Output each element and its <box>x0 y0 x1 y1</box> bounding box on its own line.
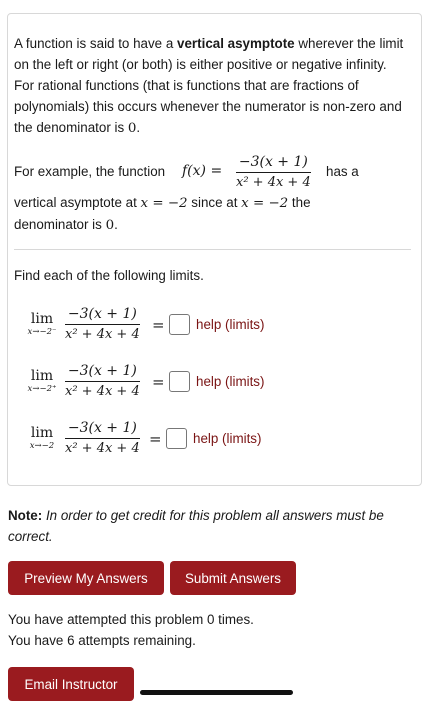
lim-label: lim <box>30 368 54 384</box>
answer-input-right[interactable] <box>169 371 190 392</box>
example-continuation <box>14 192 409 236</box>
example-line <box>14 152 409 194</box>
attempts-count: You have attempted this problem 0 times. <box>8 612 254 627</box>
lim-subscript: x→−2 <box>29 441 55 451</box>
limit-row-right <box>22 361 402 407</box>
limit-denominator: x² + 4x + 4 <box>65 384 140 399</box>
example-numerator: −3(x + 1) <box>236 152 311 173</box>
note-text: In order to get credit for this problem all answers must be correct. <box>8 508 384 544</box>
lim-label: lim <box>30 311 54 327</box>
lim-label: lim <box>30 425 54 441</box>
help-link-limits[interactable]: help (limits) <box>196 317 265 332</box>
limit-fraction <box>62 418 143 459</box>
example-fx: f(x) = <box>182 163 223 179</box>
limit-fraction <box>62 304 143 345</box>
credit-note <box>8 505 420 547</box>
intro-zero: 0 <box>127 121 137 136</box>
lim-subscript: x→−2⁻ <box>27 327 57 337</box>
example-zero: 0 <box>105 218 115 233</box>
home-indicator <box>140 690 293 695</box>
intro-period: . <box>136 120 141 135</box>
submit-answers-button[interactable]: Submit Answers <box>170 561 296 595</box>
example-x-eq-1: x = −2 <box>140 196 188 211</box>
intro-paragraph <box>14 33 409 139</box>
attempts-remaining: You have 6 attempts remaining. <box>8 633 196 648</box>
example-fraction <box>233 152 314 193</box>
example-x-eq-2: x = −2 <box>241 196 289 211</box>
limit-numerator: −3(x + 1) <box>65 361 140 382</box>
limit-operator <box>22 369 62 395</box>
limit-denominator: x² + 4x + 4 <box>65 441 140 456</box>
limit-numerator: −3(x + 1) <box>65 418 140 439</box>
answer-input-both[interactable] <box>166 428 187 449</box>
example-line3: denominator is <box>14 217 106 232</box>
limit-operator <box>22 426 62 452</box>
limit-fraction <box>62 361 143 402</box>
limit-denominator: x² + 4x + 4 <box>65 327 140 342</box>
lim-subscript: x→−2⁺ <box>27 384 57 394</box>
email-instructor-button[interactable]: Email Instructor <box>8 667 134 701</box>
example-prefix: For example, the function <box>14 164 166 179</box>
help-link-limits[interactable]: help (limits) <box>193 431 262 446</box>
preview-answers-button[interactable]: Preview My Answers <box>8 561 164 595</box>
note-label: Note: <box>8 508 43 523</box>
help-link-limits[interactable]: help (limits) <box>196 374 265 389</box>
find-instruction: Find each of the following limits. <box>14 268 204 283</box>
equals-sign: = <box>152 373 165 391</box>
example-line2-b: since at <box>187 195 242 210</box>
example-has-a: has a <box>326 164 359 179</box>
intro-bold-term: vertical asymptote <box>177 36 295 51</box>
limit-operator <box>22 312 62 338</box>
limit-numerator: −3(x + 1) <box>65 304 140 325</box>
answer-input-left[interactable] <box>169 314 190 335</box>
limit-row-left <box>22 304 402 350</box>
example-line2-c: the <box>288 195 311 210</box>
section-divider <box>14 249 411 250</box>
example-denominator: x² + 4x + 4 <box>236 175 311 190</box>
example-line2-a: vertical asymptote at <box>14 195 141 210</box>
limit-row-both <box>22 418 402 464</box>
equals-sign: = <box>152 316 165 334</box>
intro-text-b: wherever the limit on the left or right (or both) is either positive or negative infinity. For rational functions (that is functions that are fractions of polynomials) this occurs whenever the numerator is non-zero and the denominator is <box>14 36 404 135</box>
example-period: . <box>114 217 118 232</box>
intro-text-a: A function is said to have a <box>14 36 178 51</box>
equals-sign: = <box>149 430 162 448</box>
